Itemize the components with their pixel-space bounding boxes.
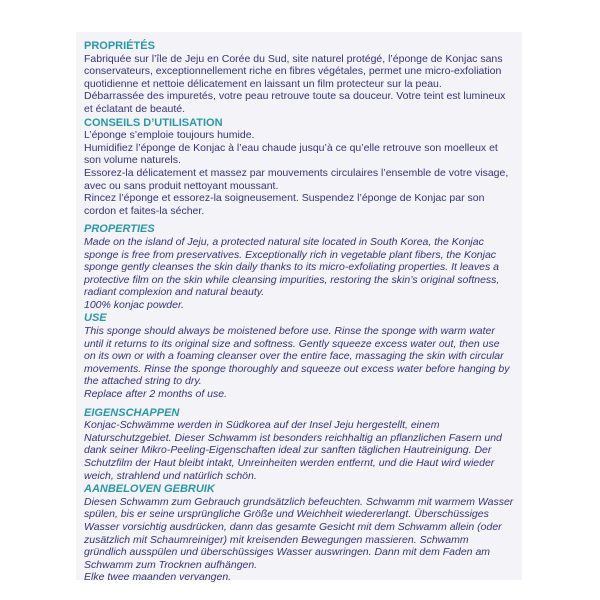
paragraph-en-3: This sponge should always be moistened before use. Rinse the sponge with warm water until it returns to its original size and softness. Gently squeeze excess water out, then use on its own or with a foaming cleanser over the entire face, massaging the skin with circular movements. Rinse the sponge thoroughly and squeeze out excess water before hanging by the attached string to dry.: [84, 325, 510, 388]
heading-eigenschappen: EIGENSCHAPPEN: [84, 406, 180, 419]
paragraph-en-1: Made on the island of Jeju, a protected natural site located in South Korea, the Konjac sponge is free from preservatives. Exceptionally rich in vegetable plant fibers, the Konjac sponge gently cleanses the skin daily thanks to its micro-exfoliating properties. It leaves a protective film on the skin while cleansing impurities, restoring the skin’s original softness, radiant complexion and natural beauty.: [84, 235, 500, 299]
section-french: [84, 40, 514, 217]
paragraph-en-4: Replace after 2 months of use.: [84, 388, 227, 401]
heading-properties: PROPERTIES: [84, 223, 155, 236]
paragraph-fr-3: L’éponge s’emploie toujours humide.: [84, 129, 255, 142]
paragraph-fr-6: Rincez l’éponge et essorez-la soigneusement. Suspendez l’éponge de Konjac par son cordon et faites-la sécher.: [84, 192, 485, 217]
heading-conseils-utilisation: CONSEILS D’UTILISATION: [84, 116, 223, 129]
section-dutch: [84, 407, 514, 584]
paragraph-fr-2: Débarrassée des impuretés, votre peau retrouve toute sa douceur. Votre teint est lumineux et éclatant de beauté.: [84, 90, 506, 115]
heading-use: USE: [84, 312, 107, 325]
paragraph-fr-4: Humidifiez l’éponge de Konjac à l’eau chaude jusqu’à ce qu’elle retrouve son moelleux et son volume naturels.: [84, 141, 498, 167]
paragraph-nl-1: Konjac-Schwämme werden in Südkorea auf der Insel Jeju hergestellt, einem Naturschutzgebiet. Dieser Schwamm ist besonders reichhaltig an pflanzlichen Fasern und dank seiner Mikro-Peeling-Eigenschaften ideal zur sanften täglichen Hautreinigung. Der Schutzfilm der Haut bleibt intakt, Unreinheiten werden entfernt, und die Haut wird wieder weich, strahlend und natürlich schön.: [84, 419, 502, 482]
heading-proprietes: PROPRIÉTÉS: [84, 40, 155, 52]
paragraph-en-2: 100% konjac powder.: [84, 298, 185, 311]
product-label-panel: [76, 32, 522, 584]
paragraph-fr-1: Fabriquée sur l’île de Jeju en Corée du Sud, site naturel protégé, l’éponge de Konjac sans conservateurs, exceptionnellement riche en fibres végétales, permet une micro-exfoliation quotidienne et nettoie délicatement en laissant un film protecteur sur la peau.: [84, 52, 503, 90]
heading-aanbeloven-gebruik: AANBELOVEN GEBRUIK: [84, 483, 215, 496]
section-english: [84, 223, 514, 400]
paragraph-nl-2: Diesen Schwamm zum Gebrauch grundsätzlich befeuchten. Schwamm mit warmem Wasser spülen, bis er seine ursprüngliche Größe und Weichheit wiedererlangt. Überschüssiges Wasser vorsichtig ausdrücken, dann das gesamte Gesicht mit dem Schwamm allein (oder zusätzlich mit Schaumreiniger) mit kreisenden Bewegungen massieren. Schwamm gründlich ausspülen und überschüssiges Wasser auswringen. Dann mit dem Faden am Schwamm zum Trocknen aufhängen.: [84, 495, 514, 571]
paragraph-fr-5: Essorez-la délicatement et massez par mouvements circulaires l’ensemble de votre visage, avec ou sans produit nettoyant moussant.: [84, 166, 509, 192]
paragraph-nl-3: Elke twee maanden vervangen.: [84, 571, 232, 584]
